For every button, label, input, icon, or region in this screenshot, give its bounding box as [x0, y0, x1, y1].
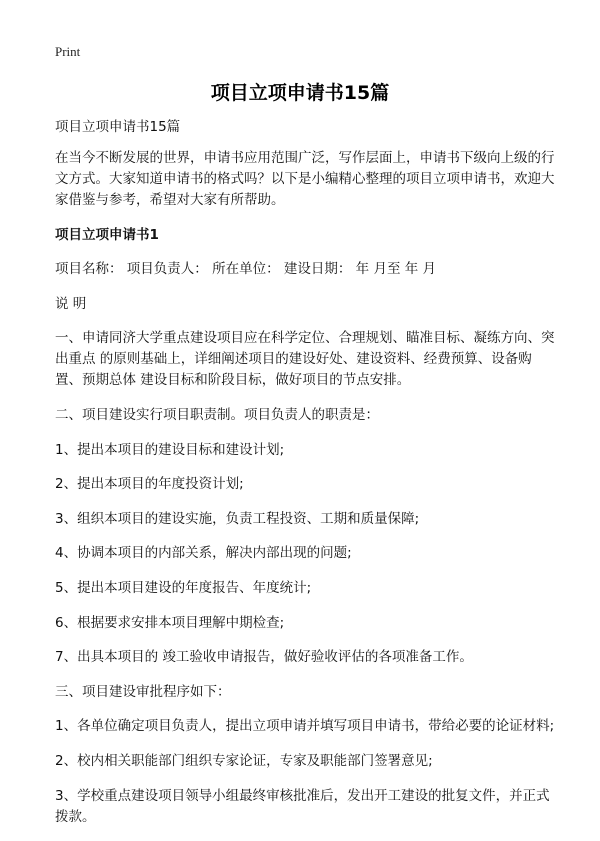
- paragraph-1: 一、申请同济大学重点建设项目应在科学定位、合理规划、瞄准目标、凝练方向、突出重点 的原则基础上，详细阐述项目的建设好处、建设资料、经费预算、设备购置、预期总体 建设目标和阶段目标，做好项目的节点安排。: [55, 330, 555, 389]
- explanation-heading: 说 明: [55, 295, 87, 312]
- project-info-line: 项目名称： 项目负责人： 所在单位： 建设日期： 年 月至 年 月: [55, 261, 437, 278]
- paragraph-3: 三、项目建设审批程序如下：: [55, 683, 231, 700]
- list-item: 2、校内相关职能部门组织专家论证，专家及职能部门签署意见;: [55, 752, 433, 769]
- list-item: 3、学校重点建设项目领导小组最终审核批准后，发出开工建设的批复文件，并正式拨款。: [55, 787, 550, 825]
- list-item: 4、协调本项目的内部关系，解决内部出现的问题;: [55, 545, 352, 562]
- list-item: 2、提出本项目的年度投资计划;: [55, 476, 244, 493]
- paragraph-2: 二、项目建设实行项目职责制。项目负责人的职责是：: [55, 406, 379, 423]
- list-item: 1、提出本项目的建设目标和建设计划;: [55, 441, 285, 458]
- list-item: 1、各单位确定项目负责人，提出立项申请并填写项目申请书，带给必要的论证材料;: [55, 718, 555, 735]
- print-link[interactable]: Print: [55, 44, 81, 59]
- intro-paragraph: 在当今不断发展的世界，申请书应用范围广泛，写作层面上，申请书下级向上级的行文方式。大家知道申请书的格式吗？以下是小编精心整理的项目立项申请书，欢迎大家借鉴与参考，希望对大家有所帮助。: [55, 150, 555, 208]
- list-item: 3、组织本项目的建设实施，负责工程投资、工期和质量保障;: [55, 510, 420, 527]
- list-item: 6、根据要求安排本项目理解中期检查;: [55, 614, 285, 631]
- document-body: [55, 117, 555, 841]
- list-item: 5、提出本项目建设的年度报告、年度统计;: [55, 579, 312, 596]
- list-item: 7、出具本项目的 竣工验收申请报告，做好验收评估的各项准备工作。: [55, 649, 473, 666]
- document-subtitle: 项目立项申请书15篇: [55, 119, 181, 135]
- document-title: 项目立项申请书15篇: [210, 82, 390, 104]
- section-heading: 项目立项申请书1: [55, 226, 159, 243]
